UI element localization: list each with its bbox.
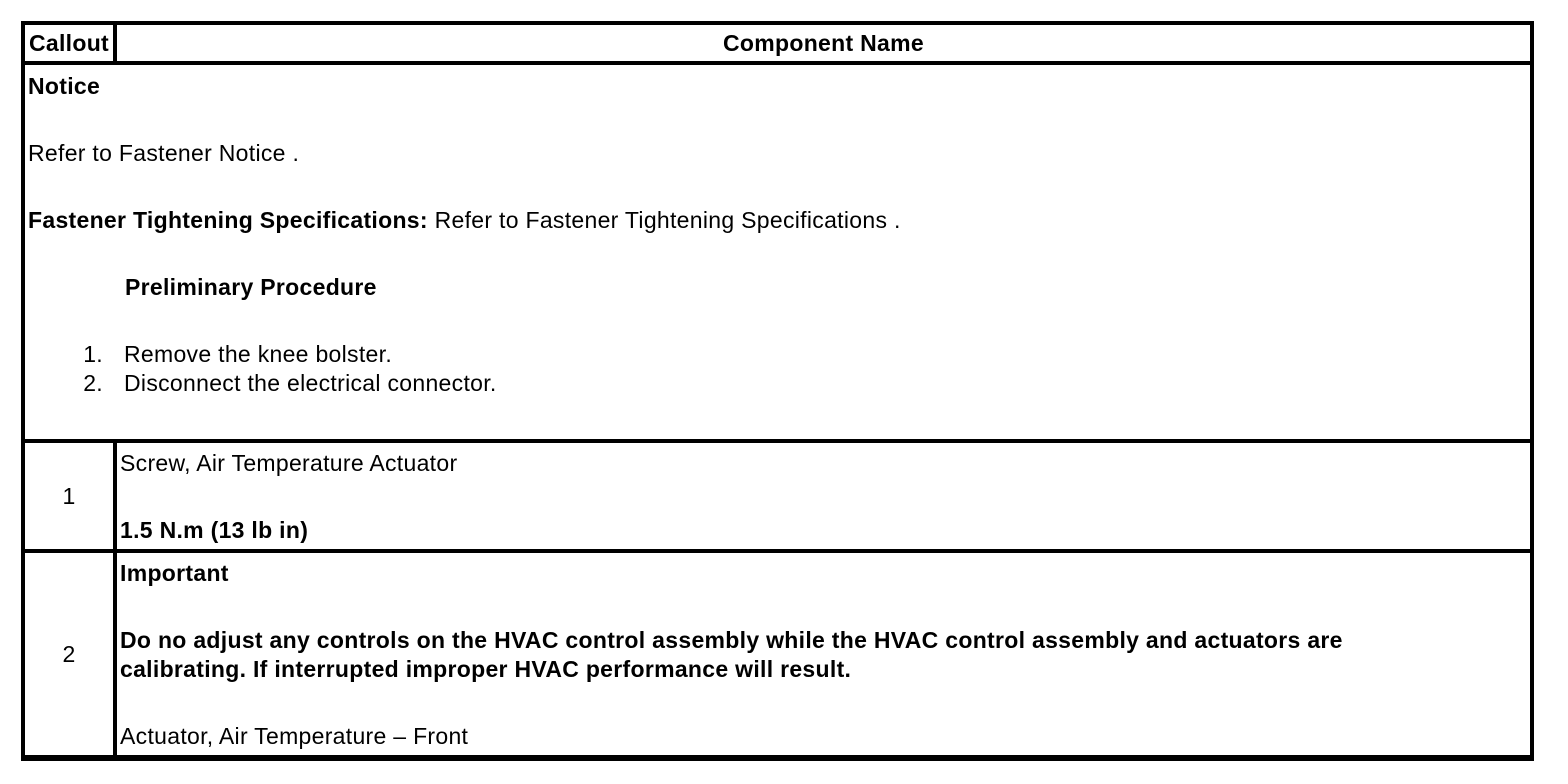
list-item: [28, 369, 1522, 398]
component-cell: [115, 441, 1532, 551]
table-row: [23, 551, 1532, 758]
component-cell: [115, 551, 1532, 758]
fastener-spec-line: [28, 206, 1522, 235]
fastener-spec-text: Refer to Fastener Tightening Specifications .: [427, 207, 901, 233]
fastener-callout-table: [21, 21, 1534, 761]
torque-spec: 1.5 N.m (13 lb in): [120, 517, 309, 543]
notice-cell: [23, 63, 1532, 441]
table-header-row: [23, 23, 1532, 63]
notice-title: Notice: [28, 73, 101, 99]
callout-column-header: Callout: [23, 23, 115, 63]
callout-number: 1: [23, 441, 115, 551]
fastener-spec-label: Fastener Tightening Specifications:: [28, 207, 428, 233]
important-warning-text: Do no adjust any controls on the HVAC control assembly while the HVAC control assembly and actuators are calibrating. If interrupted improper HVAC performance will result.: [120, 627, 1343, 682]
step-number: 1.: [83, 341, 103, 367]
list-item: [28, 340, 1522, 369]
step-number: 2.: [83, 370, 103, 396]
step-text: Disconnect the electrical connector.: [124, 370, 497, 396]
step-text: Remove the knee bolster.: [124, 341, 393, 367]
component-name-column-header: Component Name: [115, 23, 1532, 63]
notice-row: [23, 63, 1532, 441]
table-row: [23, 441, 1532, 551]
refer-fastener-notice-line: Refer to Fastener Notice .: [28, 140, 300, 166]
important-title: Important: [120, 560, 229, 586]
callout-number: 2: [23, 551, 115, 758]
component-name: Screw, Air Temperature Actuator: [120, 450, 458, 476]
component-name: Actuator, Air Temperature – Front: [120, 723, 469, 749]
preliminary-procedure-title: Preliminary Procedure: [125, 274, 377, 300]
preliminary-procedure-steps: [28, 340, 1522, 398]
